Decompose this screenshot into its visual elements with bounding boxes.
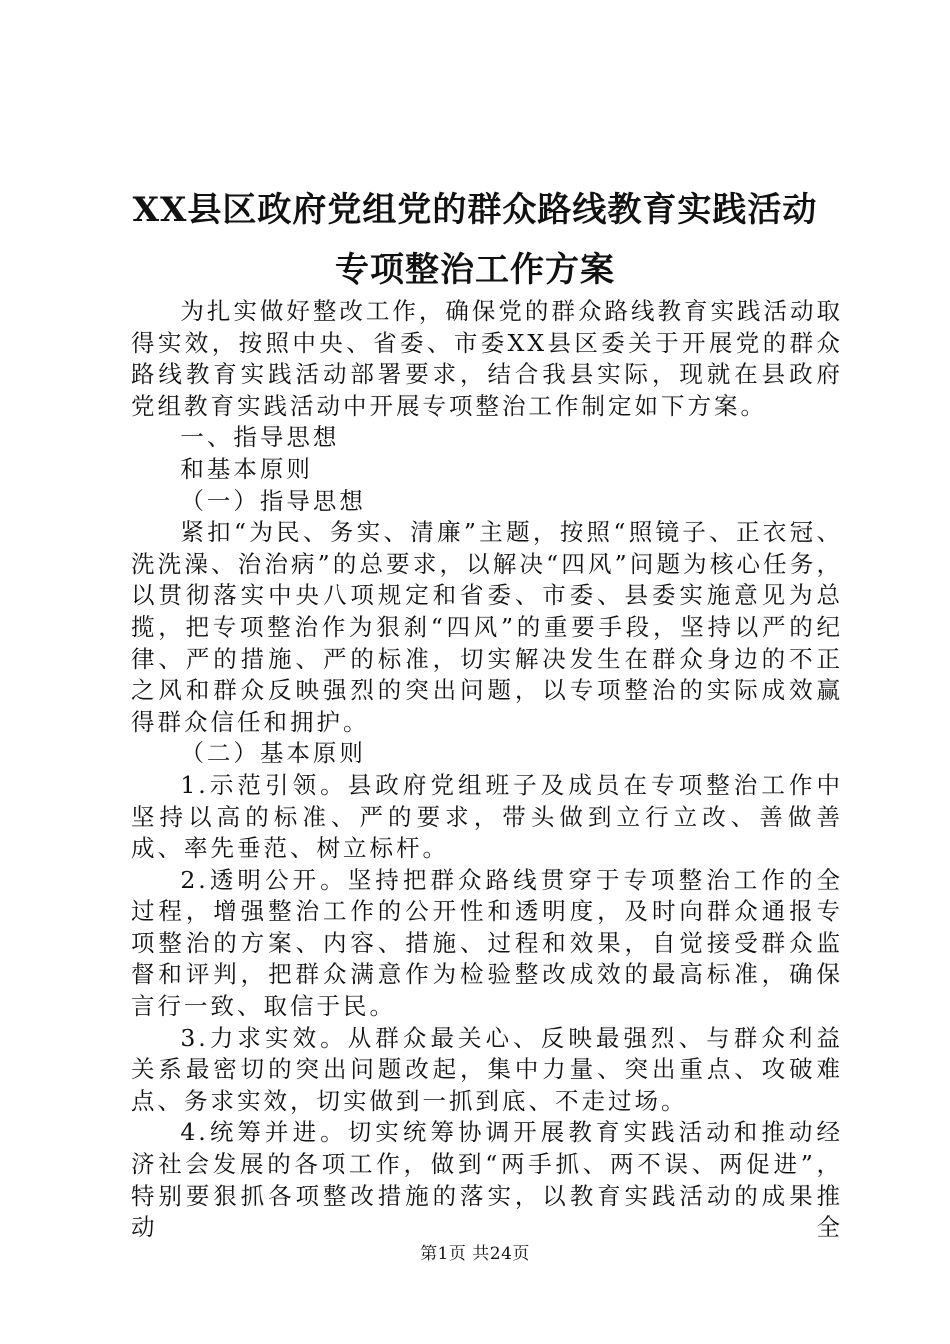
intro-paragraph: 为扎实做好整改工作，确保党的群众路线教育实践活动取得实效，按照中央、省委、市委XX县区委关于开展党的群众路线教育实践活动部署要求，结合我县实际，现就在县政府党组教育实践活动中开展专项整治工作制定如下方案。 (131, 297, 843, 420)
page-number-footer: 第1页 共24页 (420, 1244, 530, 1264)
subsection-heading-basic-principles: （二）基本原则 (180, 739, 366, 768)
section-heading-guiding-thought: 一、指导思想 (180, 423, 340, 452)
principle-1-paragraph: 1.示范引领。县政府党组班子及成员在专项整治工作中坚持以高的标准、严的要求，带头做到立行立改、善做善成、率先垂范、树立标杆。 (131, 770, 843, 863)
document-title-line-2: 专项整治工作方案 (335, 250, 615, 290)
document-body (131, 296, 843, 1244)
principle-3-paragraph: 3.力求实效。从群众最关心、反映最强烈、与群众利益关系最密切的突出问题改起，集中力量、突出重点、攻破难点、务求实效，切实做到一抓到底、不走过场。 (131, 1023, 843, 1115)
subsection-heading-guiding-thought: （一）指导思想 (180, 486, 366, 515)
document-title-line-1: XX县区政府党组党的群众路线教育实践活动 (132, 190, 818, 230)
principle-2-paragraph: 2.透明公开。坚持把群众路线贯穿于专项整治工作的全过程，增强整治工作的公开性和透明度，及时向群众通报专项整治的方案、内容、措施、过程和效果，自觉接受群众监督和评判，把群众满意作为检验整改成效的最高标准，确保言行一致、取信于民。 (131, 865, 843, 1021)
guiding-thought-paragraph: 紧扣“为民、务实、清廉”主题，按照“照镜子、正衣冠、洗洗澡、治治病”的总要求，以解决“四风”问题为核心任务，以贯彻落实中央八项规定和省委、市委、县委实施意见为总揽，把专项整治作为狠刹“四风”的重要手段，坚持以严的纪律、严的措施、严的标准，切实解决发生在群众身边的不正之风和群众反映强烈的突出问题，以专项整治的实际成效赢得群众信任和拥护。 (131, 518, 843, 736)
principle-4-paragraph: 4.统筹并进。切实统筹协调开展教育实践活动和推动经济社会发展的各项工作，做到“两手抓、两不误、两促进”，特别要狠抓各项整改措施的落实，以教育实践活动的成果推动全 (131, 1118, 843, 1242)
section-heading-continuation: 和基本原则 (180, 454, 313, 483)
